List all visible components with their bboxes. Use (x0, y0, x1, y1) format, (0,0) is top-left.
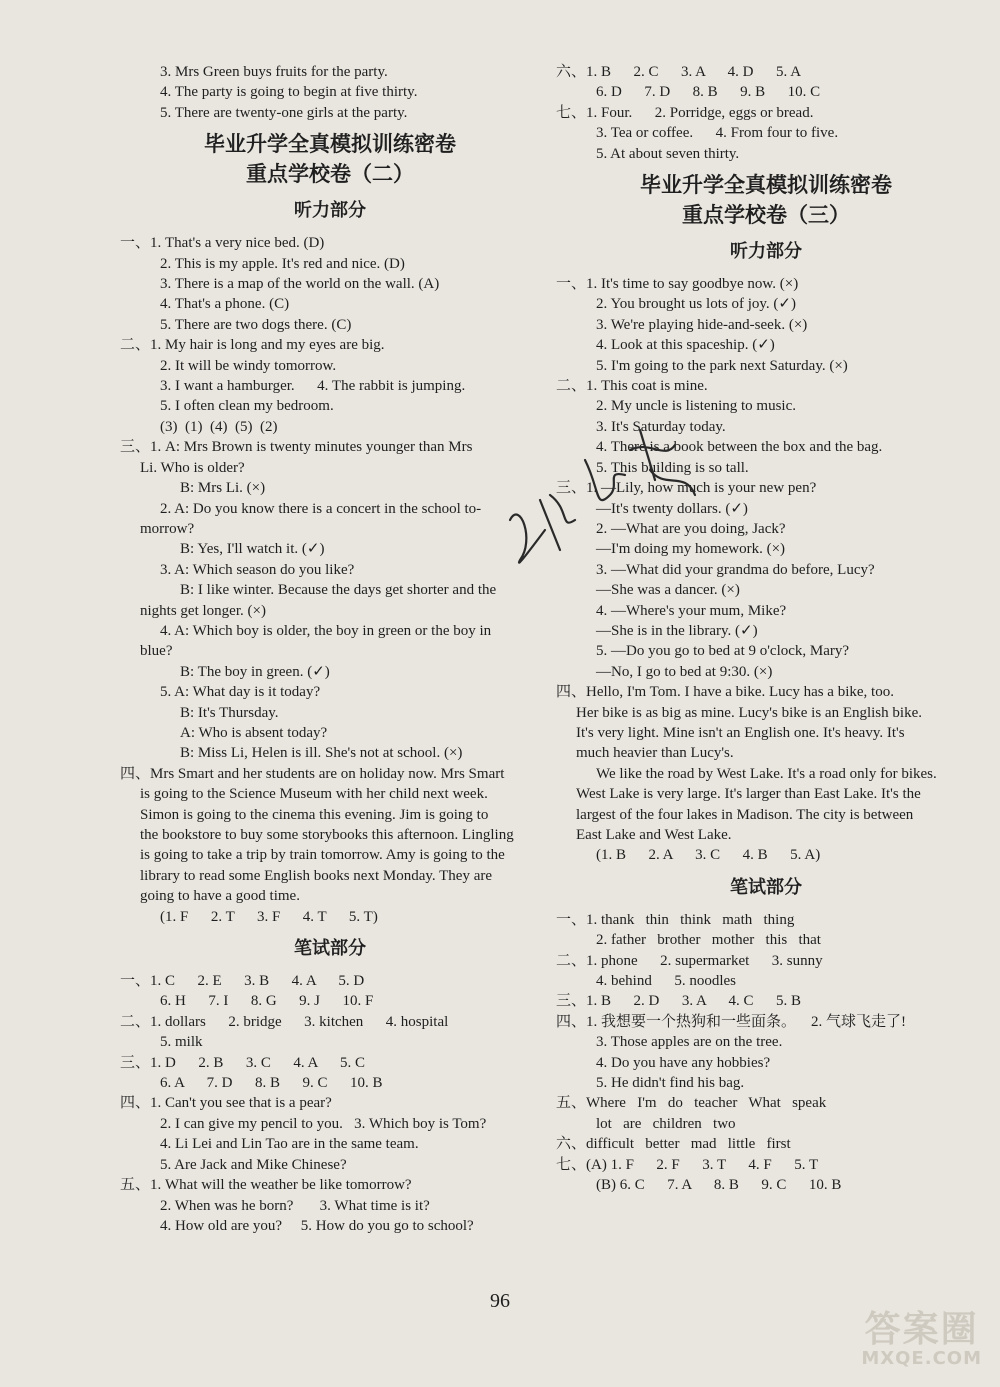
answer-line: 3. Those apples are on the tree. (596, 1034, 783, 1051)
answer-line: B: Yes, I'll watch it. (✓) (180, 541, 325, 558)
answer-line: 4. How old are you? 5. How do you go to school? (160, 1217, 474, 1234)
section-heading: 笔试部分 (730, 876, 802, 898)
answer-line: largest of the four lakes in Madison. The city is between (576, 806, 914, 823)
answer-line: 2. When was he born? 3. What time is it? (160, 1197, 430, 1214)
section-heading: 笔试部分 (294, 938, 366, 960)
handwriting-scribble (490, 400, 720, 580)
answer-line: B: Miss Li, Helen is ill. She's not at school. (×) (180, 745, 463, 762)
answer-line: 四、Mrs Smart and her students are on holiday now. Mrs Smart (120, 765, 505, 782)
answer-line: 五、1. What will the weather be like tomorrow? (120, 1177, 412, 1194)
answer-line: nights get longer. (×) (140, 602, 266, 619)
answer-line: the bookstore to buy some storybooks this afternoon. Lingling (140, 827, 514, 843)
answer-line: 6. H 7. I 8. G 9. J 10. F (160, 993, 374, 1010)
answer-line: 三、1. A: Mrs Brown is twenty minutes younger than Mrs (120, 439, 473, 456)
answer-line: blue? (140, 643, 173, 660)
answer-line: 3. Mrs Green buys fruits for the party. (160, 64, 388, 80)
answer-line: 5. There are twenty-one girls at the party. (160, 104, 408, 121)
answer-line: 三、1. B 2. D 3. A 4. C 5. B (556, 993, 802, 1010)
answer-line: library to read some English books next Monday. They are (140, 867, 493, 884)
answer-line: is going to take a trip by train tomorrow. Amy is going to the (140, 847, 505, 864)
answer-line: —She is in the library. (✓) (596, 622, 758, 639)
answer-line: 2. A: Do you know there is a concert in the school to- (160, 500, 482, 517)
answer-line: Simon is going to the cinema this evening. Jim is going to (140, 806, 489, 823)
watermark-logo (861, 1310, 982, 1369)
right-column (556, 62, 976, 1196)
answer-line: 6. A 7. D 8. B 9. C 10. B (160, 1075, 383, 1092)
answer-line: 五、Where I'm do teacher What speak (556, 1095, 827, 1112)
answer-line: 4. Look at this spaceship. (✓) (596, 337, 775, 354)
section-title: 重点学校卷（三） (682, 203, 850, 228)
answer-line: (B) 6. C 7. A 8. B 9. C 10. B (596, 1177, 842, 1194)
answer-line: 七、1. Four. 2. Porridge, eggs or bread. (556, 104, 814, 121)
answer-line: 二、1. This coat is mine. (556, 378, 708, 395)
answer-line: 三、1. —Lily, how much is your new pen? (556, 480, 817, 497)
answer-line: —No, I go to bed at 9:30. (×) (596, 663, 773, 680)
answer-line: 6. D 7. D 8. B 9. B 10. C (596, 84, 821, 101)
answer-line: —She was a dancer. (×) (596, 582, 740, 599)
section-heading: 听力部分 (730, 241, 802, 263)
answer-line: 3. We're playing hide-and-seek. (×) (596, 316, 808, 333)
answer-line: 2. —What are you doing, Jack? (596, 520, 786, 537)
answer-line: West Lake is very large. It's larger than East Lake. It's the (576, 786, 921, 803)
page-number: 96 (490, 1290, 510, 1312)
answer-line: It's very light. Mine isn't an English one. It's heavy. It's (576, 724, 905, 741)
answer-line: going to have a good time. (140, 888, 300, 905)
answer-line: 四、1. 我想要一个热狗和一些面条。 2. 气球飞走了! (556, 1013, 906, 1030)
answer-line: (1. F 2. T 3. F 4. T 5. T) (160, 908, 378, 925)
answer-line: 2. My uncle is listening to music. (596, 398, 796, 415)
answer-line: 3. —What did your grandma do before, Lucy? (596, 561, 875, 578)
answer-line: 六、difficult better mad little first (556, 1136, 791, 1153)
answer-line: 5. This building is so tall. (596, 459, 749, 476)
answer-line: 六、1. B 2. C 3. A 4. D 5. A (556, 64, 802, 80)
answer-line: lot are children two (596, 1115, 736, 1132)
answer-line: 3. A: Which season do you like? (160, 561, 355, 578)
answer-line: B: It's Thursday. (180, 704, 279, 721)
answer-line: 4. A: Which boy is older, the boy in green or the boy in (160, 622, 492, 639)
section-title: 毕业升学全真模拟训练密卷 (640, 173, 892, 198)
answer-line: 一、1. That's a very nice bed. (D) (120, 235, 325, 252)
answer-line: 一、1. C 2. E 3. B 4. A 5. D (120, 973, 365, 990)
answer-line: 4. behind 5. noodles (596, 973, 736, 990)
answer-line: (3) (1) (4) (5) (2) (160, 418, 278, 435)
answer-line: 5. —Do you go to bed at 9 o'clock, Mary? (596, 643, 850, 660)
answer-line: 二、1. phone 2. supermarket 3. sunny (556, 952, 823, 969)
watermark-site: MXQE.COM (861, 1348, 982, 1370)
answer-line: 4. Do you have any hobbies? (596, 1054, 771, 1071)
answer-line: We like the road by West Lake. It's a road only for bikes. (596, 765, 937, 782)
section-heading: 听力部分 (294, 200, 366, 222)
answer-line: 2. I can give my pencil to you. 3. Which boy is Tom? (160, 1115, 487, 1132)
answer-line: morrow? (140, 520, 195, 537)
answer-line: 二、1. My hair is long and my eyes are big. (120, 337, 385, 354)
section-title: 重点学校卷（二） (246, 162, 414, 187)
answer-line: 5. Are Jack and Mike Chinese? (160, 1156, 347, 1173)
left-column (120, 62, 540, 1236)
answer-line: 二、1. dollars 2. bridge 3. kitchen 4. hospital (120, 1013, 449, 1030)
answer-line: 4. That's a phone. (C) (160, 296, 290, 313)
answer-line: 5. He didn't find his bag. (596, 1075, 745, 1092)
watermark-brand: 答案圈 (864, 1308, 979, 1350)
answer-line: 四、1. Can't you see that is a pear? (120, 1095, 332, 1112)
answer-line: 3. It's Saturday today. (596, 418, 726, 435)
answer-line: East Lake and West Lake. (576, 827, 732, 843)
answer-line: 三、1. D 2. B 3. C 4. A 5. C (120, 1054, 366, 1071)
answer-line: 5. A: What day is it today? (160, 684, 321, 701)
answer-line: A: Who is absent today? (180, 724, 328, 741)
answer-line: (1. B 2. A 3. C 4. B 5. A) (596, 847, 821, 864)
answer-line: B: Mrs Li. (×) (180, 480, 266, 497)
answer-line: Li. Who is older? (140, 459, 245, 476)
answer-line: 七、(A) 1. F 2. F 3. T 4. F 5. T (556, 1156, 819, 1173)
answer-line: —I'm doing my homework. (×) (596, 541, 786, 558)
answer-line: 一、1. thank thin think math thing (556, 911, 795, 928)
answer-line: 5. At about seven thirty. (596, 145, 740, 162)
section-title: 毕业升学全真模拟训练密卷 (204, 132, 456, 157)
answer-line: 3. I want a hamburger. 4. The rabbit is jumping. (160, 378, 466, 395)
answer-line: 3. Tea or coffee. 4. From four to five. (596, 125, 839, 142)
answer-line: 5. I often clean my bedroom. (160, 398, 334, 415)
answer-line: 5. I'm going to the park next Saturday. (×) (596, 357, 848, 374)
answer-line: 2. father brother mother this that (596, 932, 821, 949)
answer-line: B: The boy in green. (✓) (180, 663, 330, 680)
answer-line: is going to the Science Museum with her child next week. (140, 786, 488, 803)
answer-line: 5. milk (160, 1034, 203, 1051)
answer-line: 5. There are two dogs there. (C) (160, 316, 352, 333)
answer-line: B: I like winter. Because the days get shorter and the (180, 582, 497, 599)
answer-line: much heavier than Lucy's. (576, 745, 734, 762)
answer-line: 2. You brought us lots of joy. (✓) (596, 296, 796, 313)
answer-line: Her bike is as big as mine. Lucy's bike is an English bike. (576, 704, 922, 721)
answer-line: 四、Hello, I'm Tom. I have a bike. Lucy has a bike, too. (556, 684, 894, 701)
answer-line: 4. There is a book between the box and the bag. (596, 439, 883, 456)
answer-line: 2. This is my apple. It's red and nice. (D) (160, 255, 405, 272)
answer-line: —It's twenty dollars. (✓) (596, 500, 748, 517)
answer-line: 4. Li Lei and Lin Tao are in the same team. (160, 1136, 419, 1153)
answer-line: 一、1. It's time to say goodbye now. (×) (556, 276, 799, 293)
answer-line: 3. There is a map of the world on the wall. (A) (160, 276, 440, 293)
answer-line: 2. It will be windy tomorrow. (160, 357, 337, 374)
answer-line: 4. —Where's your mum, Mike? (596, 602, 787, 619)
answer-line: 4. The party is going to begin at five thirty. (160, 84, 418, 101)
